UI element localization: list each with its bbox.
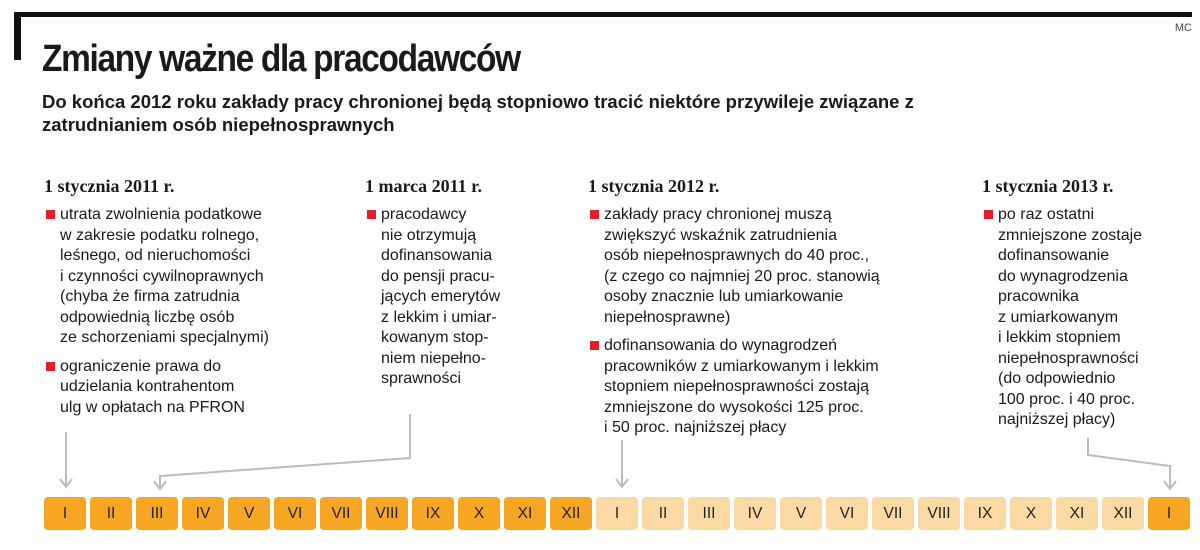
- list-item: utrata zwolnienia podatkowe w zakresie podatku rolnego, leśnego, od nieruchomości i czynności cywilnoprawnych (chyba że firma zatrudnia odpowiednią liczbę osób ze schorzeniami specjalnymi): [44, 205, 344, 349]
- month-2011-9: IX: [412, 497, 454, 530]
- month-2011-7: VII: [320, 497, 362, 530]
- month-2011-10: X: [458, 497, 500, 530]
- month-2012-1: I: [596, 497, 638, 530]
- month-2011-6: VI: [274, 497, 316, 530]
- column-date: 1 stycznia 2012 r.: [588, 176, 720, 196]
- month-2011-1: I: [44, 497, 86, 530]
- month-2012-2: II: [642, 497, 684, 530]
- list-item: pracodawcy nie otrzymują dofinansowania do pensji pracu- jących emerytów z lekkim i umiar- kowanym stop- niem niepełno- sprawności: [365, 205, 555, 390]
- month-2012-8: VIII: [918, 497, 960, 530]
- month-2011-2: II: [90, 497, 132, 530]
- column-date: 1 stycznia 2013 r.: [982, 176, 1114, 196]
- month-2011-12: XII: [550, 497, 592, 530]
- month-2011-11: XI: [504, 497, 546, 530]
- column-date: 1 stycznia 2011 r.: [44, 176, 175, 196]
- month-2012-7: VII: [872, 497, 914, 530]
- month-2011-4: IV: [182, 497, 224, 530]
- credit-label: MC: [1174, 22, 1192, 34]
- page-title: Zmiany ważne dla pracodawców: [42, 38, 520, 80]
- list-item: po raz ostatni zmniejszone zostaje dofinansowanie do wynagrodzenia pracownika z umiarkowanym i lekkim stopniem niepełnosprawności (do odpowiednio 100 proc. i 40 proc. najniższej płacy): [982, 205, 1192, 431]
- arrow-2013-jan: [1088, 438, 1170, 488]
- page-subtitle: Do końca 2012 roku zakłady pracy chronionej będą stopniowo tracić niektóre przywileje związane z zatrudnianiem osób niepełnosprawnych: [42, 91, 914, 135]
- month-2012-4: IV: [734, 497, 776, 530]
- month-2012-12: XII: [1102, 497, 1144, 530]
- list-item: ograniczenie prawa do udzielania kontrahentom ulg w opłatach na PFRON: [44, 357, 344, 419]
- list-item: dofinansowania do wynagrodzeń pracowników z umiarkowanym i lekkim stopniem niepełnosprawności zostają zmniejszone do wysokości 125 proc. i 50 proc. najniższej płacy: [588, 336, 918, 439]
- column-date: 1 marca 2011 r.: [365, 176, 482, 196]
- list-item: zakłady pracy chronionej muszą zwiększyć wskaźnik zatrudnienia osób niepełnosprawnych do 40 proc., (z czego co najmniej 20 proc. stanowią osoby znacznie lub umiarkowanie niepełnosprawne): [588, 205, 918, 328]
- month-2011-5: V: [228, 497, 270, 530]
- arrow-2011-mar: [160, 414, 410, 488]
- month-2012-9: IX: [964, 497, 1006, 530]
- month-2011-3: III: [136, 497, 178, 530]
- month-2012-6: VI: [826, 497, 868, 530]
- month-2012-10: X: [1010, 497, 1052, 530]
- month-2013-1: I: [1148, 497, 1190, 530]
- month-2012-5: V: [780, 497, 822, 530]
- month-2011-8: VIII: [366, 497, 408, 530]
- month-2012-3: III: [688, 497, 730, 530]
- month-2012-11: XI: [1056, 497, 1098, 530]
